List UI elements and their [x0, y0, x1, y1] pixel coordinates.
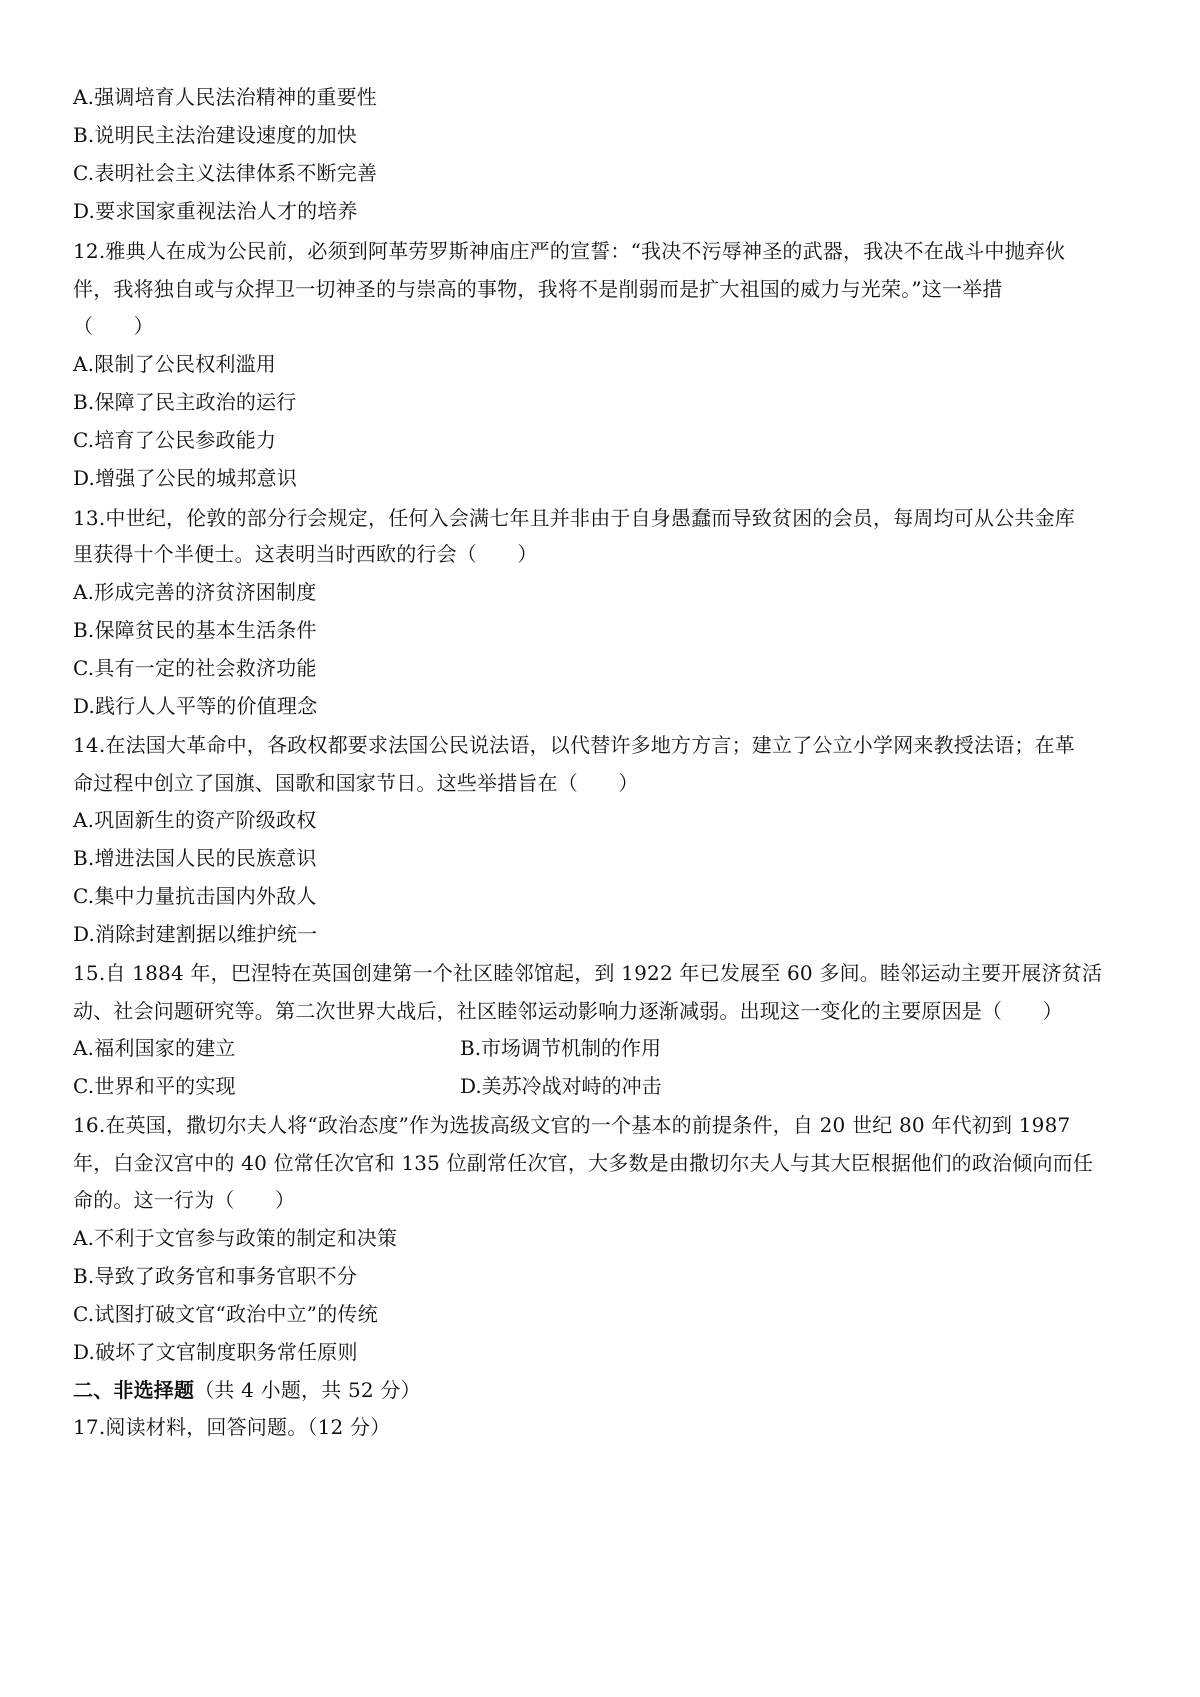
- q16-stem-line-3: 命的。这一行为（ ）: [73, 1188, 296, 1212]
- q15-stem-line-1: 15.自 1884 年，巴涅特在英国创建第一个社区睦邻馆起，到 1922 年已发展至 60 多间。睦邻运动主要开展济贫活: [73, 961, 1103, 985]
- q15-option-d: D.美苏冷战对峙的冲击: [460, 1074, 662, 1098]
- section2-note: （共 4 小题，共 52 分）: [194, 1378, 421, 1402]
- section2-heading: 二、非选择题: [73, 1378, 195, 1402]
- q16-stem-line-2: 年，白金汉宫中的 40 位常任次官和 135 位副常任次官，大多数是由撒切尔夫人与其大臣根据他们的政治倾向而任: [73, 1151, 1094, 1175]
- q16-option-d: D.破坏了文官制度职务常任原则: [73, 1340, 358, 1364]
- q12-option-c: C.培育了公民参政能力: [73, 428, 277, 452]
- q11-option-b: B.说明民主法治建设速度的加快: [73, 123, 358, 147]
- q15-option-c: C.世界和平的实现: [73, 1074, 236, 1098]
- q16-option-b: B.导致了政务官和事务官职不分: [73, 1264, 358, 1288]
- q13-option-d: D.践行人人平等的价值理念: [73, 694, 318, 718]
- q11-option-a: A.强调培育人民法治精神的重要性: [73, 85, 378, 109]
- q12-option-a: A.限制了公民权利滥用: [73, 352, 277, 376]
- q11-option-c: C.表明社会主义法律体系不断完善: [73, 161, 378, 185]
- q13-stem-line-1: 13.中世纪，伦敦的部分行会规定，任何入会满七年且并非由于自身愚蠢而导致贫困的会员，每周均可从公共金库: [73, 506, 1076, 530]
- q13-option-b: B.保障贫民的基本生活条件: [73, 618, 317, 642]
- q15-stem-line-2: 动、社会问题研究等。第二次世界大战后，社区睦邻运动影响力逐渐减弱。出现这一变化的主要原因是（ ）: [73, 999, 1063, 1023]
- q16-option-a: A.不利于文官参与政策的制定和决策: [73, 1226, 398, 1250]
- q11-option-d: D.要求国家重视法治人才的培养: [73, 199, 358, 223]
- q12-option-b: B.保障了民主政治的运行: [73, 390, 297, 414]
- q15-option-b: B.市场调节机制的作用: [460, 1036, 662, 1060]
- q12-stem-line-1: 12.雅典人在成为公民前，必须到阿革劳罗斯神庙庄严的宣誓：“我决不污辱神圣的武器，我决不在战斗中抛弃伙: [73, 239, 1066, 263]
- q15-option-a: A.福利国家的建立: [73, 1036, 236, 1060]
- q16-option-c: C.试图打破文官“政治中立”的传统: [73, 1302, 378, 1326]
- q12-stem-line-3: （ ）: [73, 314, 154, 338]
- q14-stem-line-1: 14.在法国大革命中，各政权都要求法国公民说法语，以代替许多地方方言；建立了公立小学网来教授法语；在革: [73, 733, 1076, 757]
- q14-option-c: C.集中力量抗击国内外敌人: [73, 884, 317, 908]
- q17-stem: 17.阅读材料，回答问题。（12 分）: [73, 1415, 391, 1439]
- q14-stem-line-2: 命过程中创立了国旗、国歌和国家节日。这些举措旨在（ ）: [73, 771, 639, 795]
- q13-option-a: A.形成完善的济贫济困制度: [73, 580, 317, 604]
- q12-option-d: D.增强了公民的城邦意识: [73, 466, 298, 490]
- q14-option-d: D.消除封建割据以维护统一: [73, 922, 318, 946]
- q14-option-b: B.增进法国人民的民族意识: [73, 846, 317, 870]
- section2-title: [73, 1377, 1133, 1403]
- q13-stem-line-2: 里获得十个半便士。这表明当时西欧的行会（ ）: [73, 542, 538, 566]
- q12-stem-line-2: 伴，我将独自或与众捍卫一切神圣的与崇高的事物，我将不是削弱而是扩大祖国的威力与光荣。”这一举措: [73, 277, 1003, 301]
- q14-option-a: A.巩固新生的资产阶级政权: [73, 808, 317, 832]
- q13-option-c: C.具有一定的社会救济功能: [73, 656, 317, 680]
- q16-stem-line-1: 16.在英国，撒切尔夫人将“政治态度”作为选拔高级文官的一个基本的前提条件，自 20 世纪 80 年代初到 1987: [73, 1113, 1071, 1137]
